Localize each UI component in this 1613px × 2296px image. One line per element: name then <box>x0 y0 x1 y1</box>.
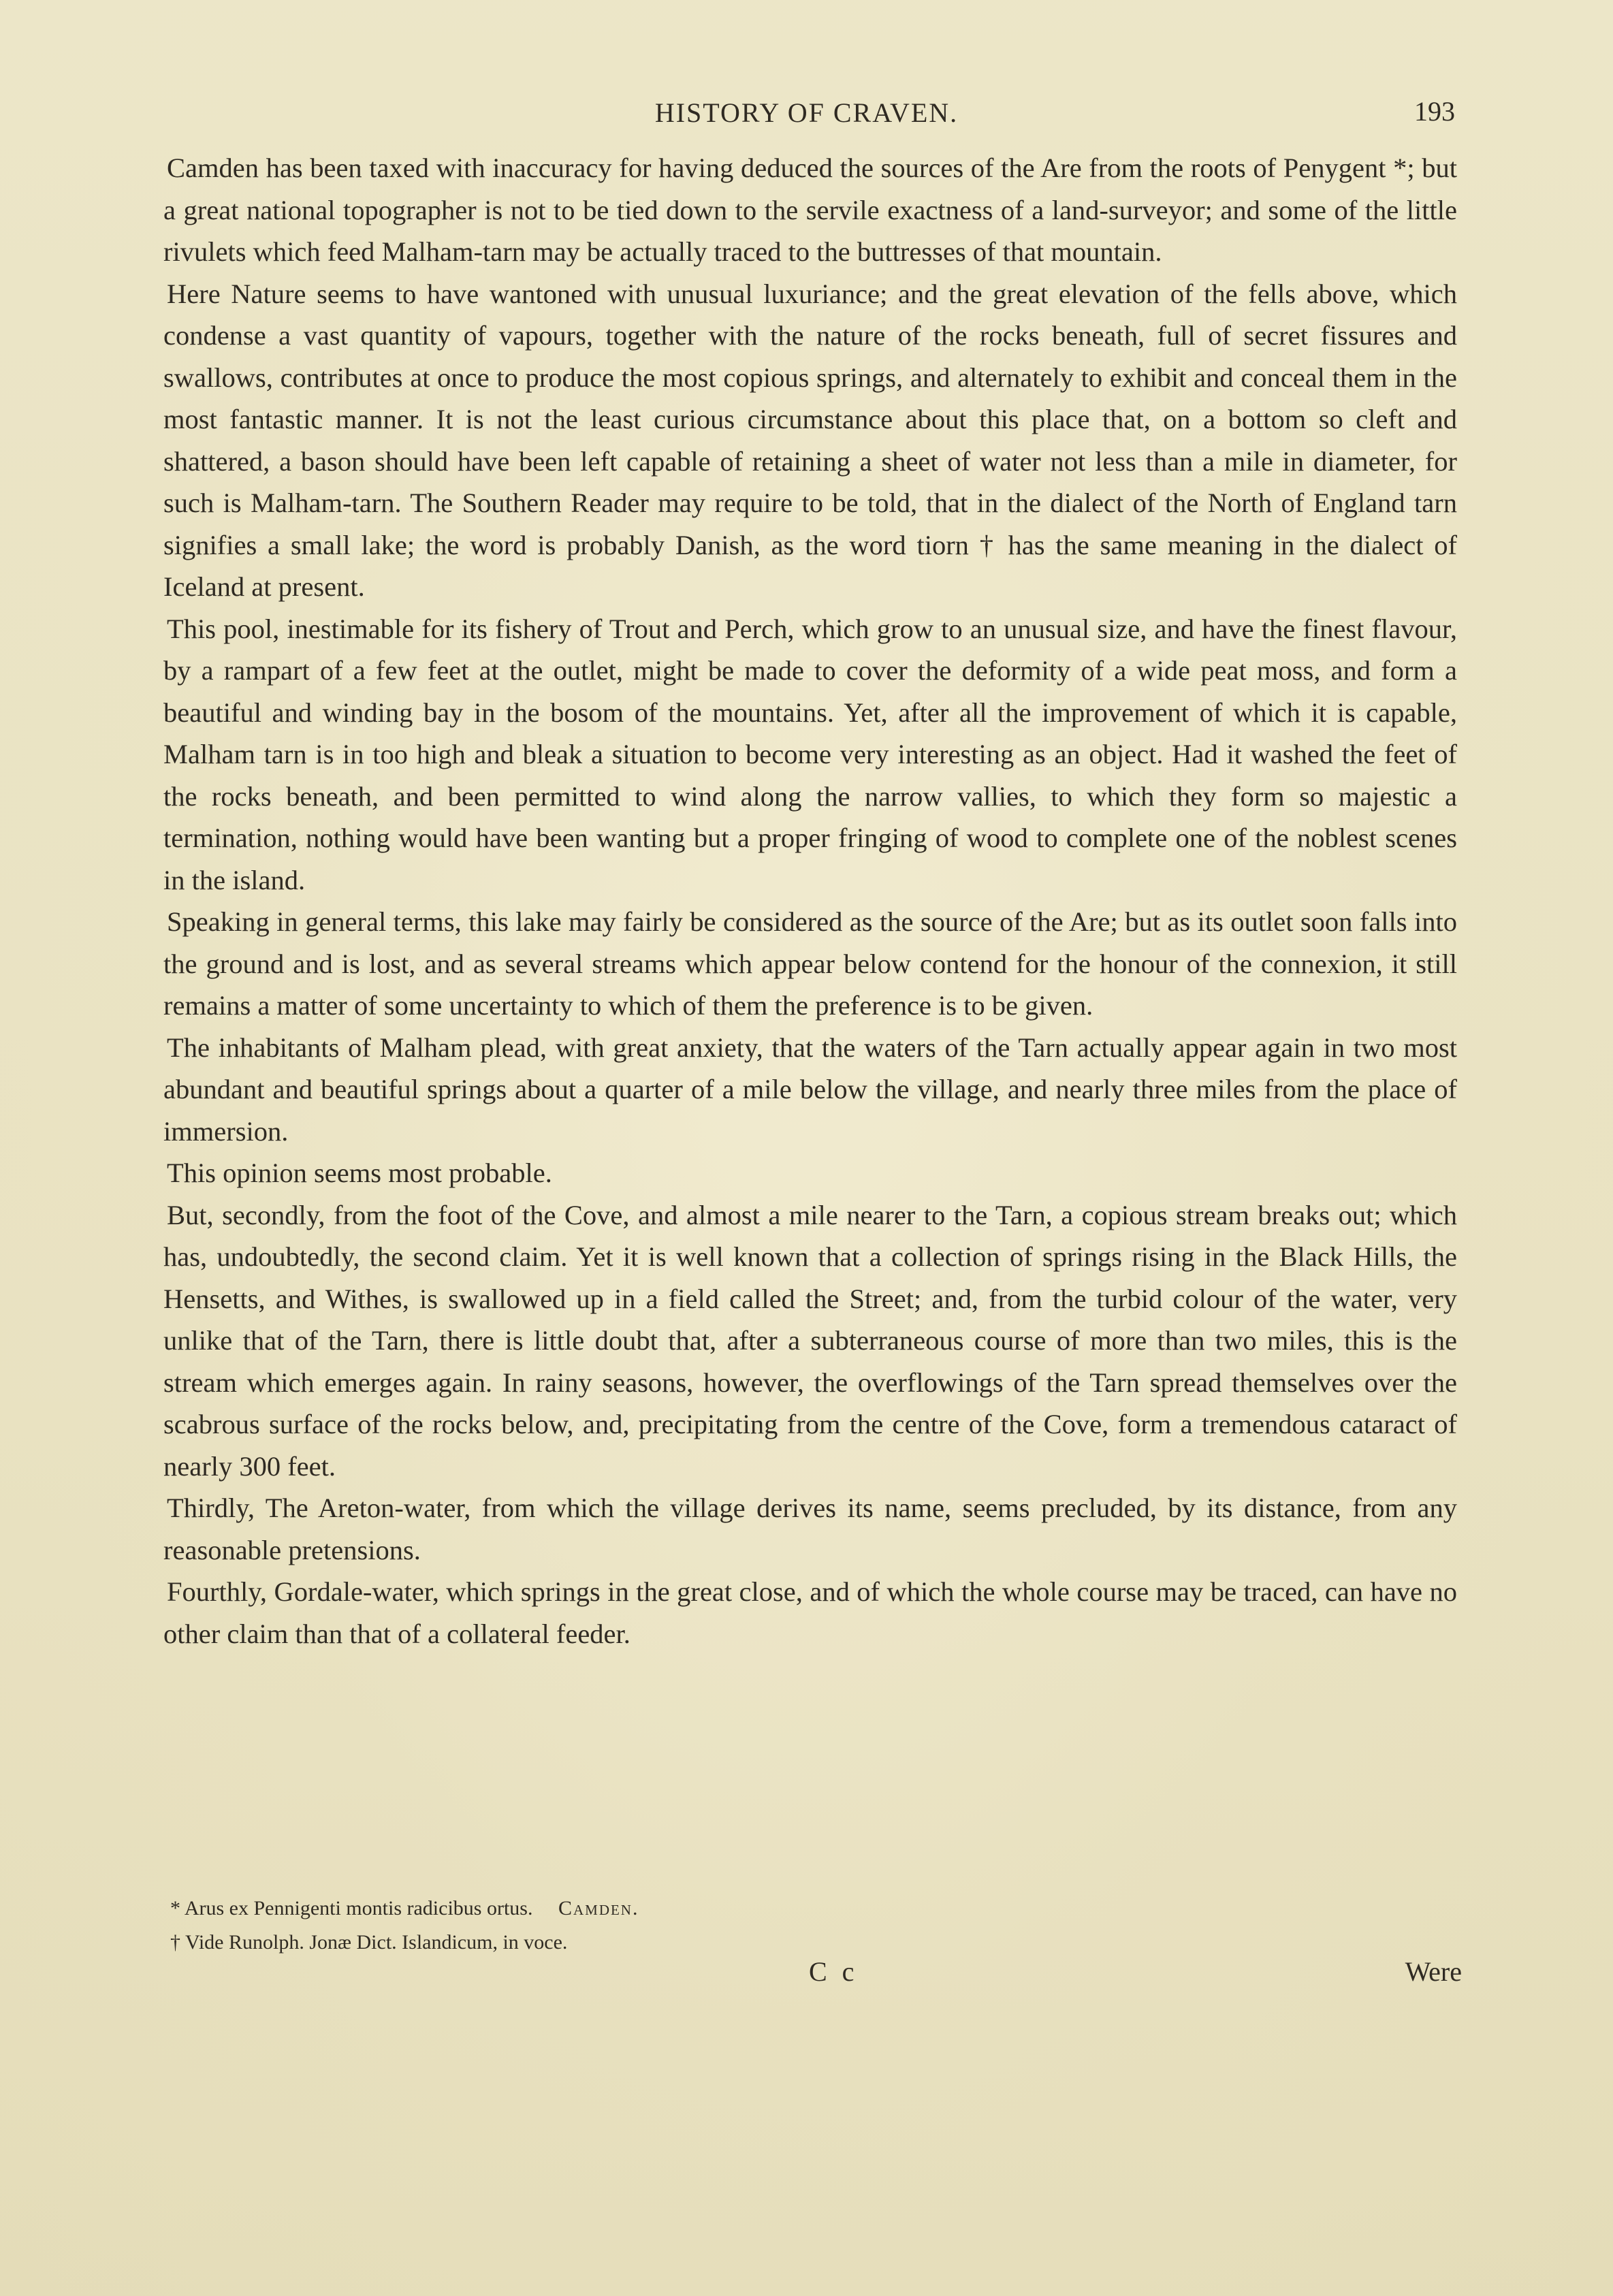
paragraph-7: But, secondly, from the foot of the Cove, and almost a mile nearer to the Tarn, a copious stream breaks out; which has, undoubtedly, the second claim. Yet it is well known that a collection of springs rising in the Black Hills, the Hensetts, and Withes, is swallowed up in a field called the Street; and, from the turbid colour of the water, very unlike that of the Tarn, there is little doubt that, after a subterraneous course of more than two miles, this is the stream which emerges again. In rainy seasons, however, the overflowings of the Tarn spread themselves over the scabrous surface of the rocks below, and, precipitating from the centre of the Cove, form a tremendous cataract of nearly 300 feet. <box>163 1199 1457 1482</box>
paragraph-3: This pool, inestimable for its fishery of Trout and Perch, which grow to an unusual size, and have the finest flavour, by a rampart of a few feet at the outlet, might be made to cover the deformity of a wide peat moss, and form a beautiful and winding bay in the bosom of the mountains. Yet, after all the improvement of which it is capable, Malham tarn is in too high and bleak a situation to become very interesting as an object. Had it washed the feet of the rocks beneath, and been permitted to wind along the narrow vallies, to which they form so majestic a termination, nothing would have been wanting but a proper fringing of wood to complete one of the noblest scenes in the island. <box>163 613 1457 895</box>
paragraph-8: Thirdly, The Areton-water, from which the village derives its name, seems precluded, by its distance, from any reasonable pretensions. <box>163 1493 1457 1565</box>
running-head: HISTORY OF CRAVEN. <box>654 97 959 128</box>
footnote-1 <box>163 1892 844 1926</box>
page-number: 193 <box>1414 96 1455 127</box>
page-header <box>0 87 1613 128</box>
paragraph-2: Here Nature seems to have wantoned with unusual luxuriance; and the great elevation of the fells above, which condense a vast quantity of vapours, together with the nature of the rocks beneath, full of secret fissures and swallows, contributes at once to produce the most copious springs, and alternately to exhibit and conceal them in the most fantastic manner. It is not the least curious circumstance about this place that, on a bottom so cleft and shattered, a bason should have been left capable of retaining a sheet of water not less than a mile in diameter, for such is Malham-tarn. The Southern Reader may require to be told, that in the dialect of the North of England tarn signifies a small lake; the word is probably Danish, as the word tiorn † has the same meaning in the dialect of Iceland at present. <box>163 278 1457 602</box>
paragraph-1: Camden has been taxed with inaccuracy for having deduced the sources of the Are from the roots of Penygent *; but a great national topographer is not to be tied down to the servile exactness of a land-surveyor; and some of the little rivulets which feed Malham-tarn may be actually traced to the buttresses of that mountain. <box>163 153 1457 267</box>
footnotes <box>163 1892 844 1960</box>
footnote-1-author: Camden. <box>558 1897 639 1919</box>
footnote-2: † Vide Runolph. Jonæ Dict. Islandicum, in voce. <box>170 1931 568 1954</box>
paragraph-4: Speaking in general terms, this lake may fairly be considered as the source of the Are; but as its outlet soon falls into the ground and is lost, and as several streams which appear below contend for the honour of the connexion, it still remains a matter of some uncertainty to which of them the preference is to be given. <box>163 906 1457 1021</box>
main-text <box>163 147 1457 1655</box>
paragraph-5: The inhabitants of Malham plead, with great anxiety, that the waters of the Tarn actually appear again in two most abundant and beautiful springs about a quarter of a mile below the village, and nearly three miles from the place of immersion. <box>163 1032 1457 1147</box>
paragraph-6: This opinion seems most probable. <box>167 1158 552 1188</box>
paragraph-9: Fourthly, Gordale-water, which springs in the great close, and of which the whole course may be traced, can have no other claim than that of a collateral feeder. <box>163 1576 1457 1649</box>
catchword: Were <box>1405 1956 1462 1987</box>
footnote-1-text: * Arus ex Pennigenti montis radicibus ortus. <box>170 1897 533 1919</box>
signature-mark: C c <box>809 1956 859 1987</box>
